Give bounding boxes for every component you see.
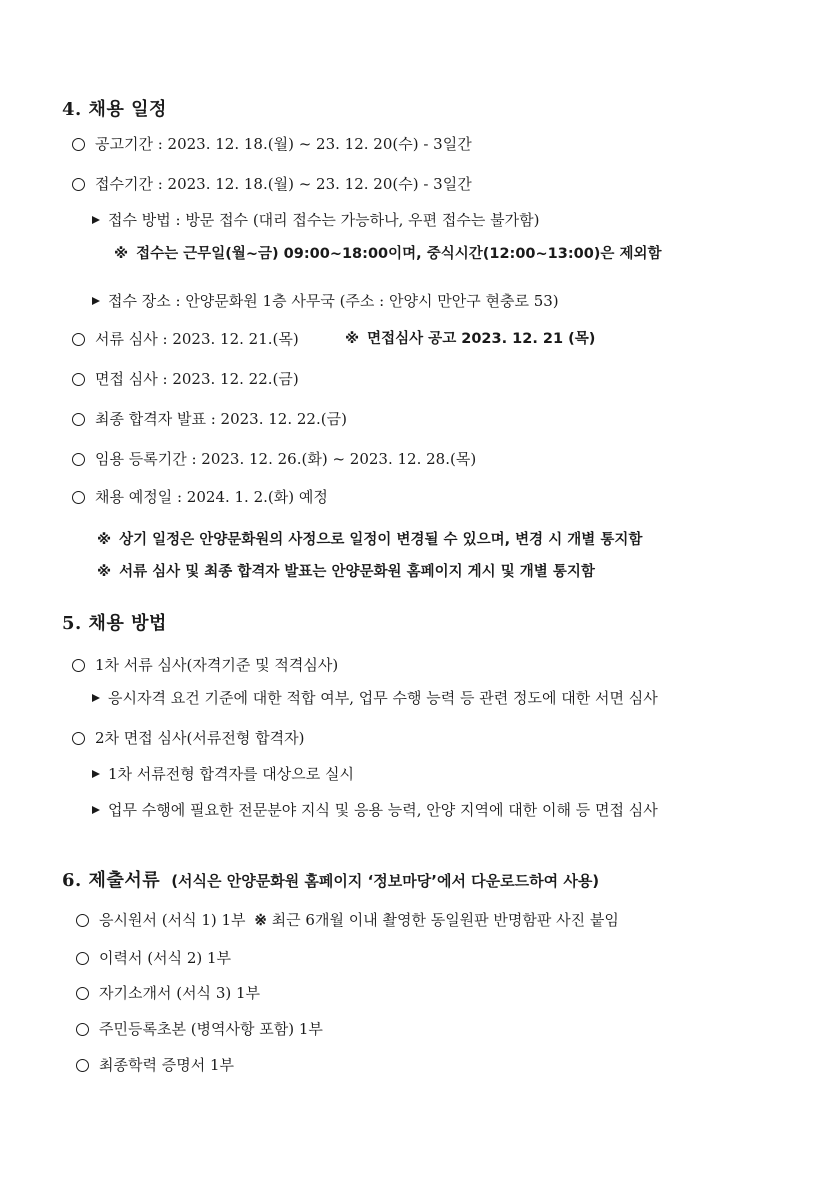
application-method-note: ※ 접수는 근무일(월~금) 09:00~18:00이며, 중식시간(12:00~13:00)은 제외함: [114, 246, 662, 262]
reference-mark: ※: [254, 911, 267, 929]
reference-mark: ※: [345, 331, 360, 347]
circle-bullet-icon: [72, 333, 85, 346]
schedule-item-interview: 면접 심사 : 2023. 12. 22.(금): [72, 372, 299, 387]
reference-mark: ※: [97, 532, 112, 548]
application-method: 접수 방법 : 방문 접수 (대리 접수는 가능하나, 우편 접수는 불가함): [92, 213, 539, 228]
circle-bullet-icon: [72, 413, 85, 426]
section-6-title: 6. 제출서류: [62, 870, 161, 891]
selection-step-2-detail-1: 1차 서류전형 합격자를 대상으로 실시: [92, 767, 354, 782]
selection-step-1: 1차 서류 심사(자격기준 및 적격심사): [72, 658, 338, 673]
triangle-bullet-icon: [92, 216, 100, 224]
application-place: 접수 장소 : 안양문화원 1층 사무국 (주소 : 안양시 만안구 현충로 53): [92, 294, 559, 309]
document-review-note: ※ 면접심사 공고 2023. 12. 21 (목): [345, 331, 596, 347]
circle-bullet-icon: [72, 659, 85, 672]
section-6-subtitle: (서식은 안양문화원 홈페이지 ‘정보마당’에서 다운로드하여 사용): [171, 872, 600, 890]
selection-step-1-detail: 응시자격 요건 기준에 대한 적합 여부, 업무 수행 능력 등 관련 정도에 대한 서면 심사: [92, 691, 658, 706]
circle-bullet-icon: [76, 987, 89, 1000]
circle-bullet-icon: [72, 453, 85, 466]
section-4-title: 4. 채용 일정: [62, 99, 167, 120]
triangle-bullet-icon: [92, 770, 100, 778]
schedule-item-registration: 임용 등록기간 : 2023. 12. 26.(화) ~ 2023. 12. 28.(목): [72, 452, 476, 467]
circle-bullet-icon: [76, 952, 89, 965]
submission-doc-resident-registration: 주민등록초본 (병역사항 포함) 1부: [76, 1022, 323, 1037]
submission-doc-education-certificate: 최종학력 증명서 1부: [76, 1058, 234, 1073]
application-photo-note: 최근 6개월 이내 촬영한 동일원판 반명함판 사진 붙임: [271, 911, 619, 929]
selection-step-2-detail-2: 업무 수행에 필요한 전문분야 지식 및 응용 능력, 안양 지역에 대한 이해 등 면접 심사: [92, 803, 658, 818]
selection-step-2: 2차 면접 심사(서류전형 합격자): [72, 731, 304, 746]
schedule-item-application: 접수기간 : 2023. 12. 18.(월) ~ 23. 12. 20(수) - 3일간: [72, 177, 472, 192]
schedule-note-1: ※ 상기 일정은 안양문화원의 사정으로 일정이 변경될 수 있으며, 변경 시 개별 통지함: [97, 532, 643, 548]
schedule-item-announcement: 공고기간 : 2023. 12. 18.(월) ~ 23. 12. 20(수) - 3일간: [72, 137, 472, 152]
circle-bullet-icon: [72, 138, 85, 151]
circle-bullet-icon: [72, 491, 85, 504]
submission-doc-application: 응시원서 (서식 1) 1부 ※ 최근 6개월 이내 촬영한 동일원판 반명함판 사진 붙임: [76, 913, 619, 928]
circle-bullet-icon: [76, 914, 89, 927]
submission-doc-resume: 이력서 (서식 2) 1부: [76, 951, 231, 966]
triangle-bullet-icon: [92, 806, 100, 814]
schedule-item-final-announcement: 최종 합격자 발표 : 2023. 12. 22.(금): [72, 412, 347, 427]
circle-bullet-icon: [76, 1059, 89, 1072]
schedule-note-2: ※ 서류 심사 및 최종 합격자 발표는 안양문화원 홈페이지 게시 및 개별 통지함: [97, 564, 595, 580]
triangle-bullet-icon: [92, 297, 100, 305]
schedule-item-hire-date: 채용 예정일 : 2024. 1. 2.(화) 예정: [72, 490, 328, 505]
circle-bullet-icon: [76, 1023, 89, 1036]
circle-bullet-icon: [72, 373, 85, 386]
reference-mark: ※: [114, 246, 129, 262]
section-6-heading: [62, 872, 599, 890]
submission-doc-self-introduction: 자기소개서 (서식 3) 1부: [76, 986, 260, 1001]
section-5-title: 5. 채용 방법: [62, 613, 167, 634]
circle-bullet-icon: [72, 178, 85, 191]
circle-bullet-icon: [72, 732, 85, 745]
schedule-item-document-review: 서류 심사 : 2023. 12. 21.(목): [72, 332, 299, 347]
triangle-bullet-icon: [92, 694, 100, 702]
reference-mark: ※: [97, 564, 112, 580]
